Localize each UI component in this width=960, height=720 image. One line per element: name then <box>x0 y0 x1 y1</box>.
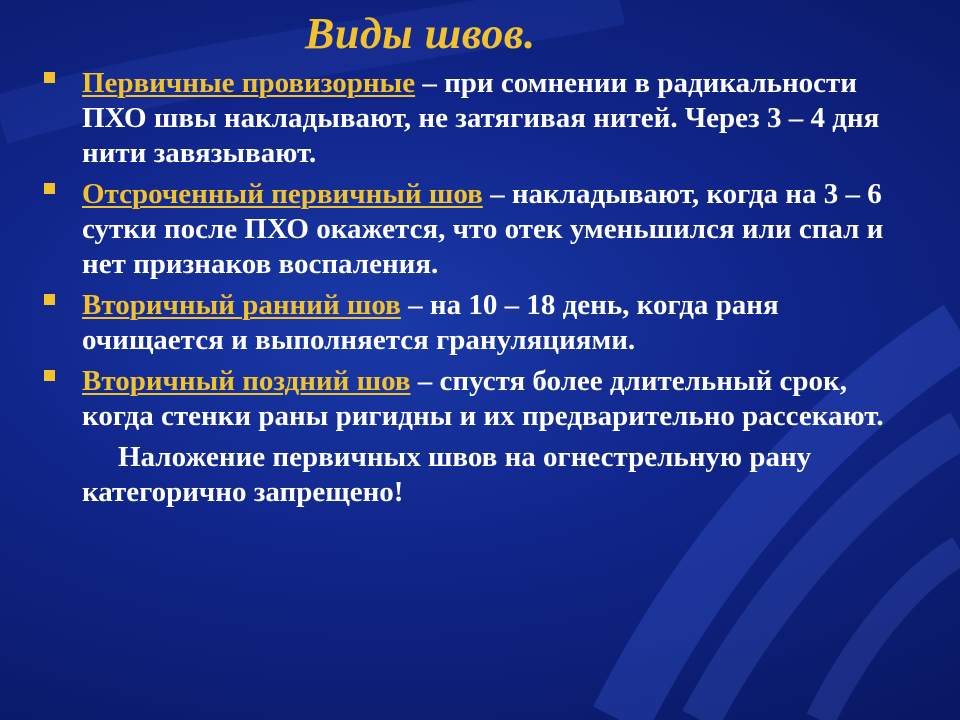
bullet-item <box>40 66 890 171</box>
square-bullet-icon <box>44 370 55 381</box>
bullet-text: – накладывают, когда на 3 – 6 сутки после ПХО окажется, что отек уменьшился или спал и нет признаков воспаления. <box>82 178 884 280</box>
bullet-text: – на 10 – 18 день, когда раня очищается и выполняется грануляциями. <box>82 289 779 356</box>
square-bullet-icon <box>44 72 55 83</box>
bullet-term: Вторичный ранний шов <box>82 289 401 321</box>
square-bullet-icon <box>44 183 55 194</box>
bullet-text: – спустя более длительный срок, когда стенки раны ригидны и их предварительно рассекают. <box>82 365 884 432</box>
bullet-text: – при сомнении в радикальности ПХО швы накладывают, не затягивая нитей. Через 3 – 4 дня нити завязывают. <box>82 67 880 169</box>
bullet-item <box>40 288 890 358</box>
bullet-term: Отсроченный первичный шов <box>82 178 483 210</box>
slide-content <box>40 66 890 510</box>
bullet-term: Вторичный поздний шов <box>82 365 411 397</box>
warning-note: Наложение первичных швов на огнестрельную рану категорично запрещено! <box>82 441 812 508</box>
bullet-item <box>40 177 890 282</box>
bullet-term: Первичные провизорные <box>82 67 416 99</box>
square-bullet-icon <box>44 294 55 305</box>
slide-title: Виды швов. <box>305 9 536 58</box>
bullet-item <box>40 364 890 434</box>
